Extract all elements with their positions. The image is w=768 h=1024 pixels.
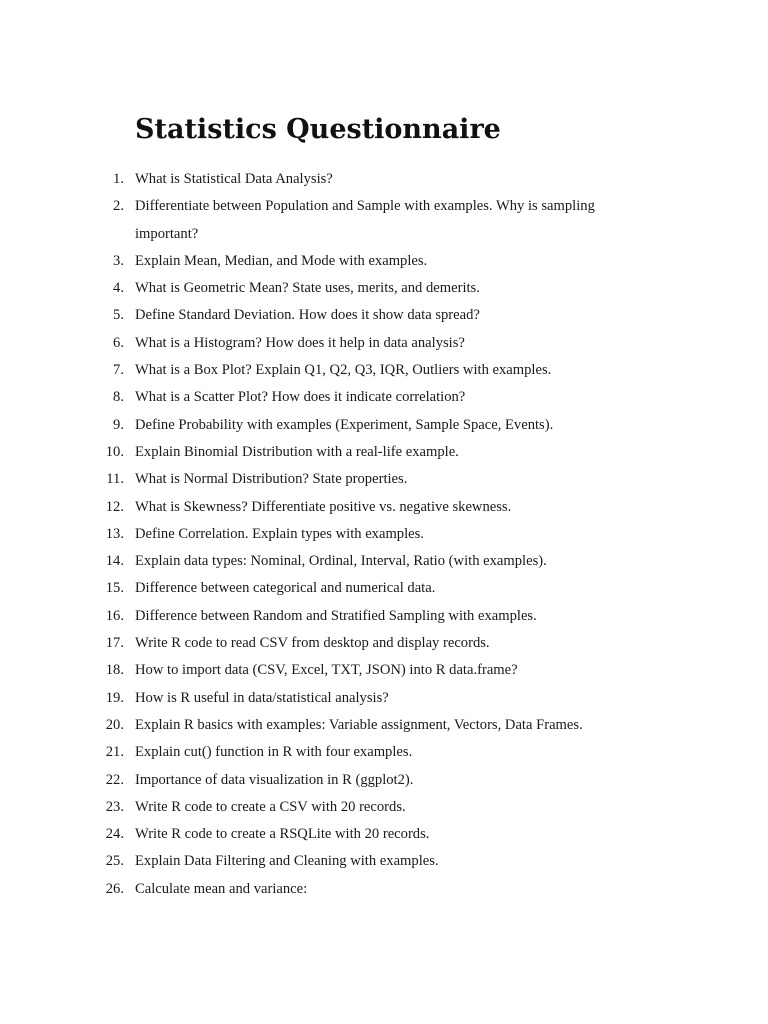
question-number: 23. bbox=[105, 798, 124, 815]
document-title: Statistics Questionnaire bbox=[135, 114, 501, 145]
question-text: Difference between categorical and numerical data. bbox=[135, 580, 436, 597]
question-number: 8. bbox=[113, 389, 124, 406]
question-text: Write R code to create a RSQLite with 20 records. bbox=[135, 826, 430, 843]
question-text: Importance of data visualization in R (ggplot2). bbox=[135, 771, 414, 788]
question-number: 15. bbox=[105, 580, 124, 597]
question-number: 7. bbox=[113, 362, 124, 379]
question-text: Explain Mean, Median, and Mode with examples. bbox=[135, 252, 428, 269]
question-text: What is a Box Plot? Explain Q1, Q2, Q3, IQR, Outliers with examples. bbox=[135, 362, 552, 379]
question-text: What is a Scatter Plot? How does it indicate correlation? bbox=[135, 389, 466, 406]
question-number: 17. bbox=[105, 635, 124, 652]
question-number: 21. bbox=[105, 744, 124, 761]
question-text: Write R code to create a CSV with 20 records. bbox=[135, 798, 406, 815]
question-text: What is Skewness? Differentiate positive vs. negative skewness. bbox=[135, 498, 512, 515]
question-item bbox=[0, 330, 655, 357]
question-item bbox=[0, 521, 655, 548]
question-number: 3. bbox=[113, 252, 124, 269]
question-text: What is Statistical Data Analysis? bbox=[135, 171, 333, 187]
question-item bbox=[0, 712, 655, 739]
question-text: Define Standard Deviation. How does it show data spread? bbox=[135, 307, 480, 324]
question-text: Explain data types: Nominal, Ordinal, Interval, Ratio (with examples). bbox=[135, 553, 547, 570]
question-item bbox=[0, 275, 655, 302]
question-number: 16. bbox=[105, 607, 124, 624]
question-number: 24. bbox=[105, 826, 124, 843]
question-text: Define Correlation. Explain types with examples. bbox=[135, 525, 424, 542]
question-list bbox=[0, 166, 768, 903]
question-number: 6. bbox=[113, 334, 124, 351]
question-item bbox=[0, 657, 655, 684]
question-item bbox=[0, 739, 655, 766]
question-text: Explain Binomial Distribution with a real-life example. bbox=[135, 443, 459, 460]
question-text: Explain cut() function in R with four examples. bbox=[135, 744, 413, 761]
question-number: 1. bbox=[113, 171, 124, 187]
question-item bbox=[0, 685, 655, 712]
question-text: What is a Histogram? How does it help in data analysis? bbox=[135, 334, 465, 351]
question-item bbox=[0, 439, 655, 466]
question-item bbox=[0, 848, 655, 875]
question-item bbox=[0, 193, 655, 248]
question-number: 20. bbox=[105, 716, 124, 733]
question-text: What is Normal Distribution? State properties. bbox=[135, 471, 408, 488]
question-number: 14. bbox=[105, 553, 124, 570]
question-text: Difference between Random and Stratified Sampling with examples. bbox=[135, 607, 537, 624]
question-item bbox=[0, 166, 655, 193]
question-text: Explain Data Filtering and Cleaning with examples. bbox=[135, 853, 439, 870]
question-item bbox=[0, 412, 655, 439]
question-number: 5. bbox=[113, 307, 124, 324]
question-text: Differentiate between Population and Sample with examples. Why is sampling important? bbox=[135, 198, 595, 242]
question-number: 22. bbox=[105, 771, 124, 788]
question-item bbox=[0, 630, 655, 657]
question-text: What is Geometric Mean? State uses, merits, and demerits. bbox=[135, 280, 480, 297]
question-number: 12. bbox=[105, 498, 124, 515]
question-text: Write R code to read CSV from desktop and display records. bbox=[135, 635, 490, 652]
question-item bbox=[0, 603, 655, 630]
question-item bbox=[0, 548, 655, 575]
question-number: 18. bbox=[105, 662, 124, 679]
question-text: Calculate mean and variance: bbox=[135, 880, 308, 897]
question-item bbox=[0, 494, 655, 521]
question-number: 19. bbox=[105, 689, 124, 706]
question-number: 4. bbox=[113, 280, 124, 297]
question-text: Explain R basics with examples: Variable assignment, Vectors, Data Frames. bbox=[135, 716, 583, 733]
question-number: 9. bbox=[113, 416, 124, 433]
question-text: How to import data (CSV, Excel, TXT, JSON) into R data.frame? bbox=[135, 662, 518, 679]
question-item bbox=[0, 384, 655, 411]
question-number: 2. bbox=[113, 198, 124, 215]
question-number: 13. bbox=[105, 525, 124, 542]
question-item bbox=[0, 248, 655, 275]
question-item bbox=[0, 821, 655, 848]
question-text: Define Probability with examples (Experiment, Sample Space, Events). bbox=[135, 416, 554, 433]
question-number: 26. bbox=[105, 880, 124, 897]
question-text: How is R useful in data/statistical analysis? bbox=[135, 689, 389, 706]
question-item bbox=[0, 794, 655, 821]
question-item bbox=[0, 575, 655, 602]
question-number: 25. bbox=[105, 853, 124, 870]
question-item bbox=[0, 466, 655, 493]
question-item bbox=[0, 357, 655, 384]
question-item bbox=[0, 767, 655, 794]
question-number: 11. bbox=[106, 471, 124, 488]
question-item bbox=[0, 302, 655, 329]
question-item bbox=[0, 876, 655, 903]
question-number: 10. bbox=[105, 443, 124, 460]
